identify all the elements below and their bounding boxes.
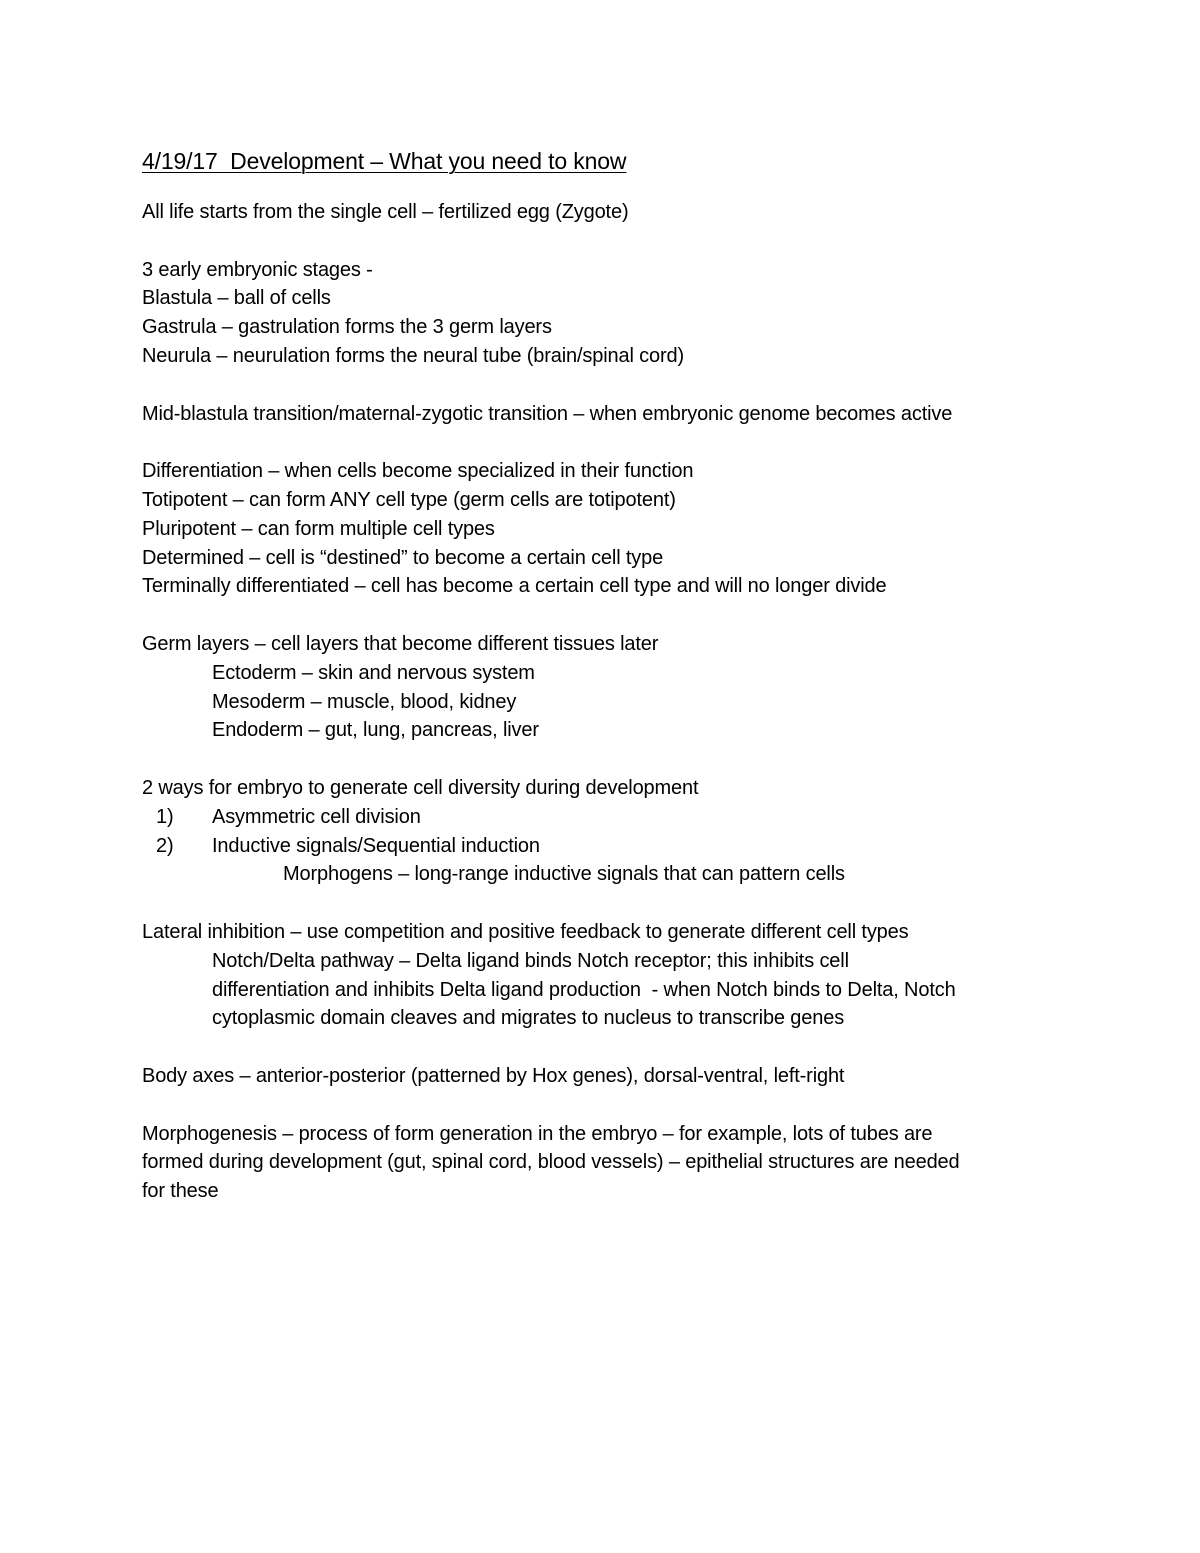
stages-heading: 3 early embryonic stages - (142, 258, 373, 281)
diversity-heading: 2 ways for embryo to generate cell diversity during development (142, 776, 699, 799)
germ-layer-mesoderm: Mesoderm – muscle, blood, kidney (212, 690, 517, 713)
notch-delta-line: cytoplasmic domain cleaves and migrates to nucleus to transcribe genes (212, 1007, 845, 1030)
lateral-inhibition-heading: Lateral inhibition – use competition and positive feedback to generate different cell types (142, 920, 909, 943)
numbered-list-item (142, 832, 1102, 861)
germ-layers-heading: Germ layers – cell layers that become different tissues later (142, 632, 659, 655)
morphogenesis-line: formed during development (gut, spinal cord, blood vessels) – epithelial structures are needed (142, 1151, 960, 1174)
page-title: 4/19/17 Development – What you need to know (142, 148, 627, 174)
terminally-differentiated-line: Terminally differentiated – cell has become a certain cell type and will no longer divide (142, 575, 887, 598)
transition-line: Mid-blastula transition/maternal-zygotic transition – when embryonic genome becomes active (142, 402, 953, 425)
stage-item-neurula: Neurula – neurulation forms the neural tube (brain/spinal cord) (142, 344, 684, 367)
body-axes-line: Body axes – anterior-posterior (patterned by Hox genes), dorsal-ventral, left-right (142, 1064, 845, 1087)
list-item-text: Asymmetric cell division (212, 805, 421, 828)
morphogenesis-line: for these (142, 1180, 219, 1203)
list-number: 2) (156, 834, 174, 857)
totipotent-line: Totipotent – can form ANY cell type (germ cells are totipotent) (142, 488, 676, 511)
notch-delta-line: differentiation and inhibits Delta ligand production - when Notch binds to Delta, Notch (212, 978, 956, 1001)
germ-layer-endoderm: Endoderm – gut, lung, pancreas, liver (212, 719, 539, 742)
numbered-list-item (142, 803, 1102, 832)
stage-item-gastrula: Gastrula – gastrulation forms the 3 germ layers (142, 316, 552, 339)
intro-line: All life starts from the single cell – fertilized egg (Zygote) (142, 201, 629, 223)
differentiation-line: Differentiation – when cells become specialized in their function (142, 460, 694, 483)
morphogens-line: Morphogens – long-range inductive signals that can pattern cells (283, 863, 845, 886)
list-number: 1) (156, 805, 174, 828)
stage-item-blastula: Blastula – ball of cells (142, 287, 331, 310)
germ-layer-ectoderm: Ectoderm – skin and nervous system (212, 661, 535, 684)
list-item-text: Inductive signals/Sequential induction (212, 834, 540, 857)
notch-delta-line: Notch/Delta pathway – Delta ligand binds Notch receptor; this inhibits cell (212, 949, 849, 972)
document-body (142, 146, 1102, 1206)
morphogenesis-line: Morphogenesis – process of form generation in the embryo – for example, lots of tubes are (142, 1122, 933, 1145)
determined-line: Determined – cell is “destined” to become a certain cell type (142, 546, 664, 569)
pluripotent-line: Pluripotent – can form multiple cell types (142, 517, 495, 540)
